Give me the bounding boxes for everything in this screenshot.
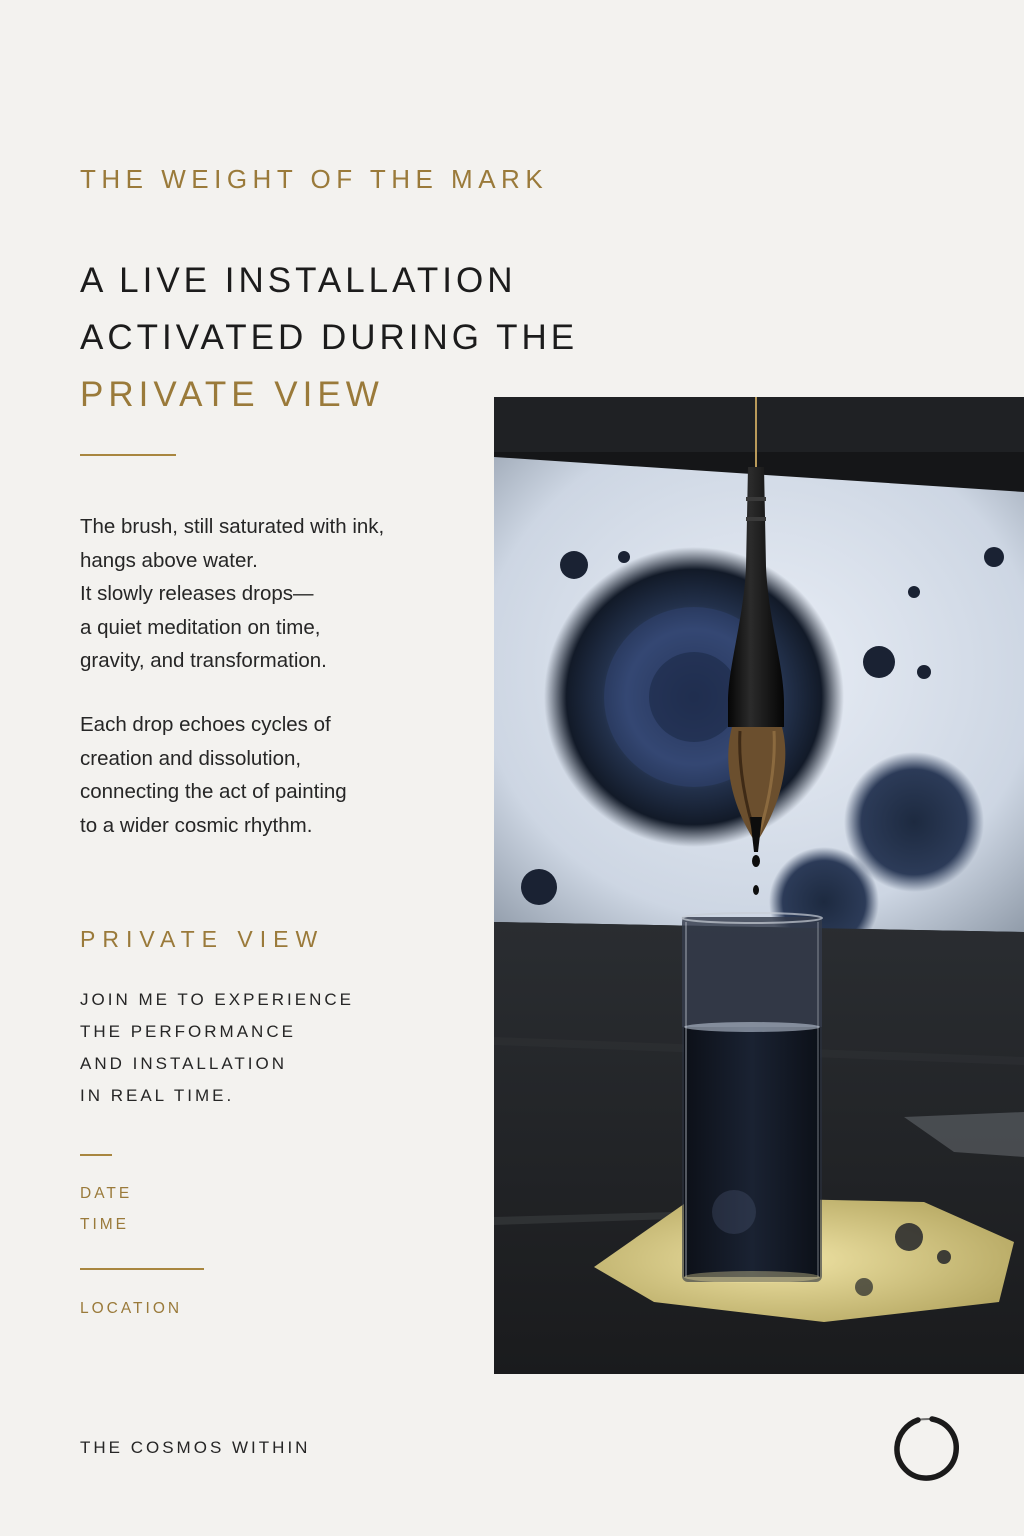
date-label: DATE [80, 1185, 133, 1202]
eyebrow-title: THE WEIGHT OF THE MARK [80, 164, 549, 194]
headline-line-3: PRIVATE VIEW [80, 375, 384, 414]
intro-line: creation and dissolution, [80, 746, 302, 770]
intro-paragraph-2 [80, 708, 347, 842]
private-view-title: PRIVATE VIEW [80, 926, 325, 952]
location-label: LOCATION [80, 1300, 183, 1317]
intro-line: gravity, and transformation. [80, 649, 327, 672]
headline-line-1: A LIVE INSTALLATION [80, 261, 517, 300]
footer-title: THE COSMOS WITHIN [80, 1438, 311, 1457]
private-view-line: JOIN ME TO EXPERIENCE [80, 990, 354, 1009]
intro-line: Each drop echoes cycles of [80, 713, 331, 736]
details-divider-long [80, 1268, 204, 1270]
installation-photo [494, 397, 1024, 1374]
intro-line: connecting the act of painting [80, 780, 347, 803]
private-view-line: IN REAL TIME. [80, 1086, 235, 1105]
intro-line: hangs above water. [80, 548, 258, 572]
intro-line: a quiet meditation on time, [80, 615, 321, 639]
time-label: TIME [80, 1216, 130, 1233]
intro-line: It slowly releases drops— [80, 582, 314, 605]
intro-line: to a wider cosmic rhythm. [80, 813, 313, 837]
enso-circle-icon [888, 1410, 964, 1486]
details-divider-short [80, 1154, 112, 1156]
headline-line-2: ACTIVATED DURING THE [80, 318, 579, 357]
intro-paragraph-1 [80, 510, 384, 678]
private-view-line: THE PERFORMANCE [80, 1022, 296, 1041]
private-view-line: AND INSTALLATION [80, 1054, 288, 1073]
headline-divider [80, 454, 176, 456]
intro-line: The brush, still saturated with ink, [80, 515, 385, 538]
private-view-text [80, 984, 354, 1112]
